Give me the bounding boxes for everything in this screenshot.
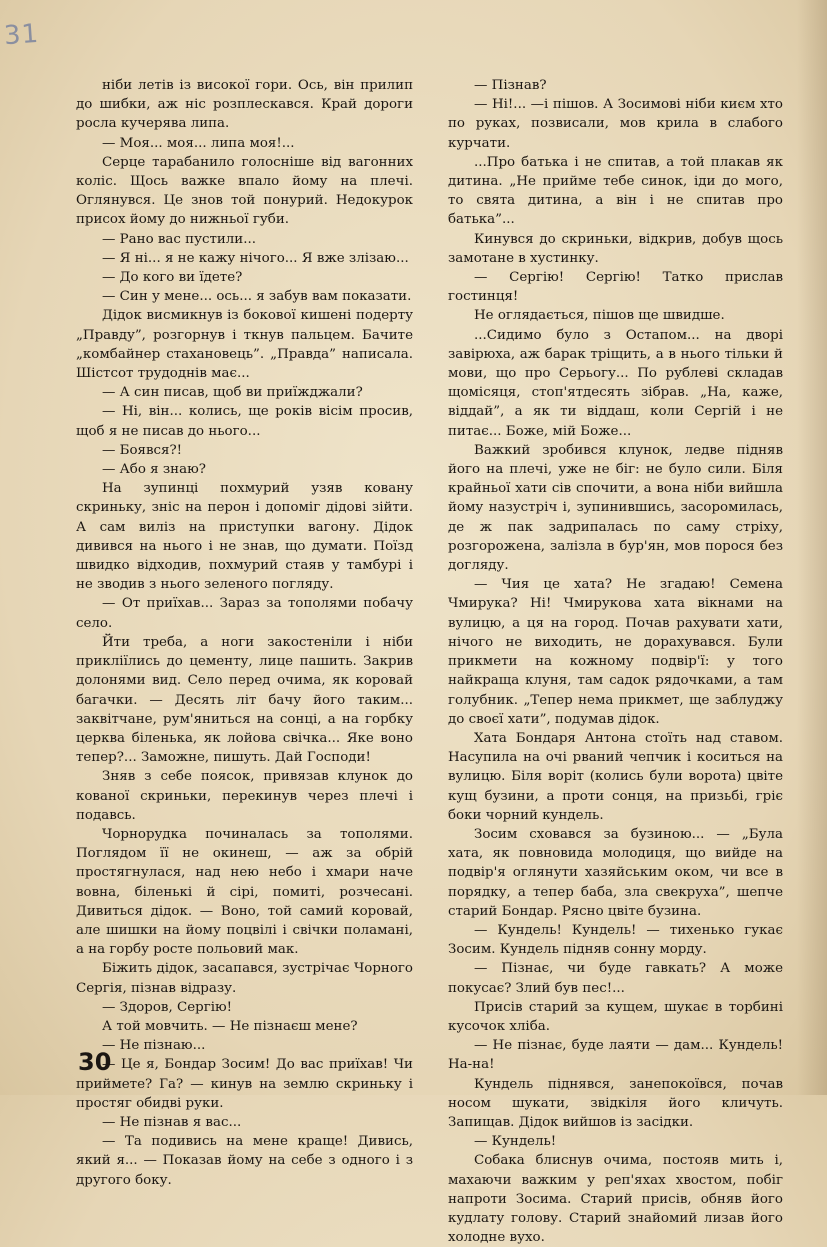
paragraph: — Та подивись на мене краще! Дивись, який я... — Показав йому на себе з одного і з другого боку.: [76, 1134, 413, 1188]
paragraph: — Або я знаю?: [102, 462, 206, 478]
paragraph: — От приїхав... Зараз за тополями побачу село.: [76, 596, 413, 631]
paragraph: — До кого ви їдете?: [102, 270, 243, 286]
right-text-column: [448, 76, 783, 1247]
paragraph: Кинувся до скриньки, відкрив, добув щось замотане в хустинку.: [448, 231, 783, 266]
paragraph: ніби летів із високої гори. Ось, він прилип до шибки, аж ніс розплескався. Край дороги росла кучерява липа.: [76, 78, 413, 132]
paragraph: — Боявся?!: [102, 442, 183, 458]
paragraph: ...Про батька і не спитав, а той плакав як дитина. „Не прийме тебе синок, іди до мого, то свята дитина, а він і не спитав про батька”...: [448, 154, 783, 228]
paragraph: — Кундель! Кундель! — тихенько гукає Зосим. Кундель підняв сонну морду.: [448, 922, 783, 958]
paragraph: — Сергію! Сергію! Татко прислав гостинця!: [448, 270, 783, 305]
paragraph: — А син писав, щоб ви приїжджали?: [102, 385, 363, 401]
paragraph: — Це я, Бондар Зосим! До вас приїхав! Чи приймете? Га? — кинув на землю скриньку і простяг обидві руки.: [76, 1057, 413, 1111]
paragraph: — Пізнає, чи буде гавкать? А може покусає? Злий був пес!...: [448, 961, 783, 996]
paragraph: — Кундель!: [474, 1134, 557, 1150]
paragraph: — Не пізнав я вас...: [102, 1114, 242, 1130]
paragraph: Зняв з себе поясок, привязав клунок до кованої скриньки, перекинув через плечі і подавсь.: [76, 769, 413, 823]
paragraph: Біжить дідок, засапався, зустрічає Чорного Сергія, пізнав відразу.: [76, 961, 413, 996]
paragraph: Собака блиснув очима, постояв мить і, махаючи важким у реп'яхах хвостом, побіг напроти Зосима. Старий присів, обняв його кудлату голову. Старий знайомий лизав його холодне вухо.: [448, 1153, 783, 1246]
paragraph: Дідок висмикнув із бокової кишені подерту „Правду”, розгорнув і ткнув пальцем. Бачите „комбайнер стахановець”. „Правда” написала. Шістсот трудоднів має...: [76, 308, 413, 382]
paragraph: А той мовчить. — Не пізнаєш мене?: [102, 1018, 358, 1034]
paragraph: ...Сидимо було з Остапом... на дворі завірюха, аж барак тріщить, а в нього тільки й мови, що про Серьогу... По рублеві складав щомісяця, стоп'ятдесять зібрав. „На, каже, віддай”, а як ти віддаш, коли Сергій і не питає... Боже, мій Боже...: [448, 327, 783, 439]
left-text-column: [76, 76, 413, 1190]
handwritten-page-note: 31: [2, 18, 41, 52]
paragraph: Йти треба, а ноги закостеніли і ніби прикліїлись до цементу, лице пашить. Закрив долонями вид. Село перед очима, як коровай багачки. — Десять літ бачу його таким... заквітчане, рум'яниться на сонці, а на горбку церква біленька, як лойова свічка... Яке воно тепер?... Заможне, пишуть. Дай Господи!: [76, 634, 413, 766]
paragraph: — Ні!... —і пішов. А Зосимові ніби києм хто по руках, позвисали, мов крила в слабого курчати.: [448, 97, 783, 151]
paragraph: Чорнорудка починалась за тополями. Поглядом її не окинеш, — аж за обрій простягнулася, над нею небо і хмари наче вовна, біленькі й сірі, помиті, розчесані. Дивиться дідок. — Воно, той самий коровай, але шишки на йому поцвілі і свічки поламані, а на горбу росте польовий мак.: [76, 826, 413, 958]
paragraph: — Син у мене... ось... я забув вам показати.: [102, 289, 412, 305]
paragraph: — Не пізнає, буде лаяти — дам... Кундель! На-на!: [448, 1038, 783, 1073]
paragraph: Хата Бондаря Антона стоїть над ставом. Насупила на очі рваний чепчик і коситься на вулицю. Біля воріт (колись були ворота) цвіте кущ бузини, а проти сонця, на призьбі, гріє боки чорний кундель.: [448, 730, 783, 823]
paragraph: — Здоров, Сергію!: [102, 999, 233, 1015]
paragraph: — Чия це хата? Не згадаю! Семена Чмирука? Ні! Чмирукова хата вікнами на вулицю, а ця на город. Почав рахувати хати, нічого не виходить, не дорахувався. Були прикмети на кожному подвір'ї: у того найкраща клуня, там садок рядочками, а там голубник. „Тепер нема прикмет, ще заблуджу до своєї хати”, подумав дідок.: [448, 577, 783, 727]
page-edge-shadow: [797, 0, 827, 1095]
paragraph: — Ні, він... колись, ще років вісім просив, щоб я не писав до нього...: [76, 404, 413, 439]
page-number: 30: [78, 1048, 112, 1076]
paragraph: — Моя... моя... липа моя!...: [102, 135, 295, 151]
paragraph: Зосим сховався за бузиною... — „Була хата, як повновида молодиця, що вийде на подвір'я оглянути хазяйським оком, чи все в порядку, а тепер баба, зла свекруха”, шепче старий Бондар. Рясно цвіте бузина.: [448, 826, 783, 919]
paragraph: На зупинці похмурий узяв ковану скриньку, зніс на перон і допоміг дідові зійти. А сам виліз на приступки вагону. Дідок дивився на нього і не знав, що думати. Поїзд швидко відходив, похмурий стаяв у тамбурі і не зводив з нього зеленого погляду.: [76, 481, 413, 593]
paragraph: Кундель піднявся, занепокоївся, почав носом шукати, звідкіля його кличуть. Запищав. Дідок вийшов із засідки.: [448, 1076, 783, 1130]
paragraph: — Не пізнаю...: [102, 1038, 206, 1054]
paragraph: — Пізнав?: [474, 78, 547, 93]
paragraph: Серце тарабанило голосніше від вагонних коліс. Щось важке впало йому на плечі. Оглянувся. Це знов той понурий. Недокурок присох йому до нижньої губи.: [76, 154, 413, 228]
paragraph: Важкий зробився клунок, ледве підняв його на плечі, уже не біг: не було сили. Біля крайньої хати сів спочити, а вона ніби вийшла йому назустріч і, зупинившись, засоромилась, де ж пак задрипалась по саму стріху, розгорожена, залізла в бур'ян, мов порося без догляду.: [448, 442, 783, 574]
paragraph: — Рано вас пустили...: [102, 231, 256, 247]
paragraph: — Я ні... я не кажу нічого... Я вже злізаю...: [102, 250, 409, 266]
paragraph: Присів старий за кущем, шукає в торбині кусочок хліба.: [448, 999, 783, 1034]
paragraph: Не оглядається, пішов ще швидше.: [474, 308, 725, 324]
